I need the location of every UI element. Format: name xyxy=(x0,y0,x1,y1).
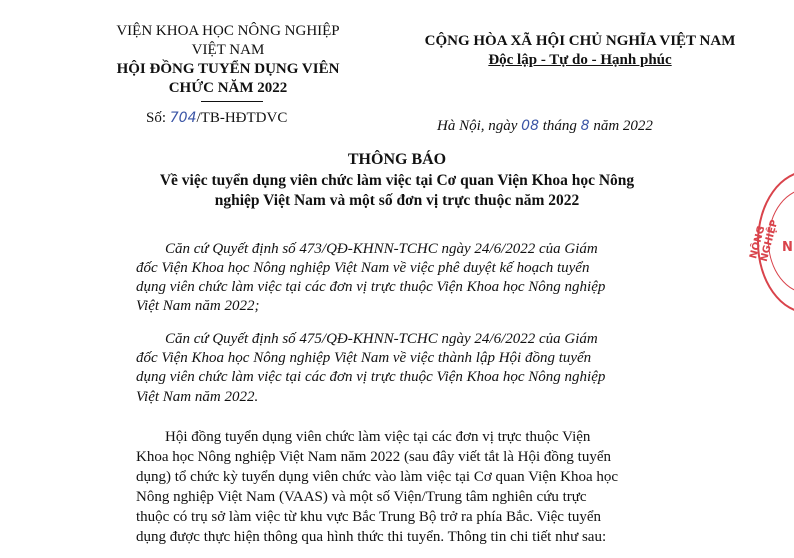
date-month-handwritten: 8 xyxy=(580,118,590,134)
paragraph-1-line-4: Việt Nam năm 2022; xyxy=(136,298,260,314)
paragraph-2-line-4: Việt Nam năm 2022. xyxy=(136,389,259,405)
seal-text-curve: NÔNG NGHIỆP xyxy=(748,218,781,263)
national-header xyxy=(385,32,775,70)
date-month-label: tháng xyxy=(542,118,577,134)
agency-line-1: VIỆN KHOA HỌC NÔNG NGHIỆP xyxy=(116,23,340,39)
paragraph-3-line-1: Hội đồng tuyển dụng viên chức làm việc tại các đơn vị trực thuộc Viện xyxy=(165,429,591,445)
seal-text-letter: N xyxy=(782,240,793,255)
paragraph-3-line-2: Khoa học Nông nghiệp Việt Nam năm 2022 (sau đây viết tắt là Hội đồng tuyển xyxy=(136,449,611,465)
national-title: CỘNG HÒA XÃ HỘI CHỦ NGHĨA VIỆT NAM xyxy=(424,33,736,49)
paragraph-2-line-1: Căn cứ Quyết định số 475/QĐ-KHNN-TCHC ngày 24/6/2022 của Giám xyxy=(165,331,598,347)
issuing-agency xyxy=(78,22,378,98)
council-line-1: HỘI ĐỒNG TUYỂN DỤNG VIÊN xyxy=(116,61,340,77)
date-place: Hà Nội, ngày xyxy=(437,118,518,134)
paragraph-3-line-4: Nông nghiệp Việt Nam (VAAS) và một số Viện/Trung tâm nghiên cứu trực xyxy=(136,489,587,505)
date-day-handwritten: 08 xyxy=(521,118,539,134)
paragraph-1-line-1: Căn cứ Quyết định số 473/QĐ-KHNN-TCHC ngày 24/6/2022 của Giám xyxy=(165,241,598,257)
date-year: năm 2022 xyxy=(593,118,653,134)
document-number-handwritten: 704 xyxy=(169,110,197,126)
document-number-label: Số: xyxy=(146,110,167,126)
paragraph-1-line-3: dụng viên chức làm việc tại các đơn vị trực thuộc Viện Khoa học Nông nghiệp xyxy=(136,279,606,295)
document-subtitle-line-2: nghiệp Việt Nam và một số đơn vị trực thuộc năm 2022 xyxy=(214,192,580,209)
document-number xyxy=(146,110,287,127)
document-date xyxy=(437,118,653,135)
national-motto: Độc lập - Tự do - Hạnh phúc xyxy=(488,52,672,68)
document-number-suffix: /TB-HĐTDVC xyxy=(196,110,288,126)
paragraph-1-line-2: đốc Viện Khoa học Nông nghiệp Việt Nam về việc phê duyệt kế hoạch tuyển xyxy=(136,260,590,276)
paragraph-2-line-3: dụng viên chức làm việc tại các đơn vị trực thuộc Viện Khoa học Nông nghiệp xyxy=(136,369,606,385)
paragraph-3-line-5: thuộc có trụ sở làm việc từ khu vực Bắc Trung Bộ trở ra phía Bắc. Việc tuyển xyxy=(136,509,602,525)
council-line-2: CHỨC NĂM 2022 xyxy=(168,80,288,96)
document-title: THÔNG BÁO xyxy=(347,151,447,168)
paragraph-2-line-2: đốc Viện Khoa học Nông nghiệp Việt Nam về việc thành lập Hội đồng tuyển xyxy=(136,350,592,366)
paragraph-3-line-3: dụng) tổ chức kỳ tuyển dụng viên chức vào làm việc tại Cơ quan Viện Khoa học xyxy=(136,469,619,485)
agency-line-2: VIỆT NAM xyxy=(191,42,265,58)
paragraph-3-line-6: dụng được thực hiện thông qua hình thức thi tuyển. Thông tin chi tiết như sau: xyxy=(136,529,607,545)
document-subtitle-line-1: Về việc tuyển dụng viên chức làm việc tại Cơ quan Viện Khoa học Nông xyxy=(159,172,635,189)
agency-underline xyxy=(201,101,263,102)
